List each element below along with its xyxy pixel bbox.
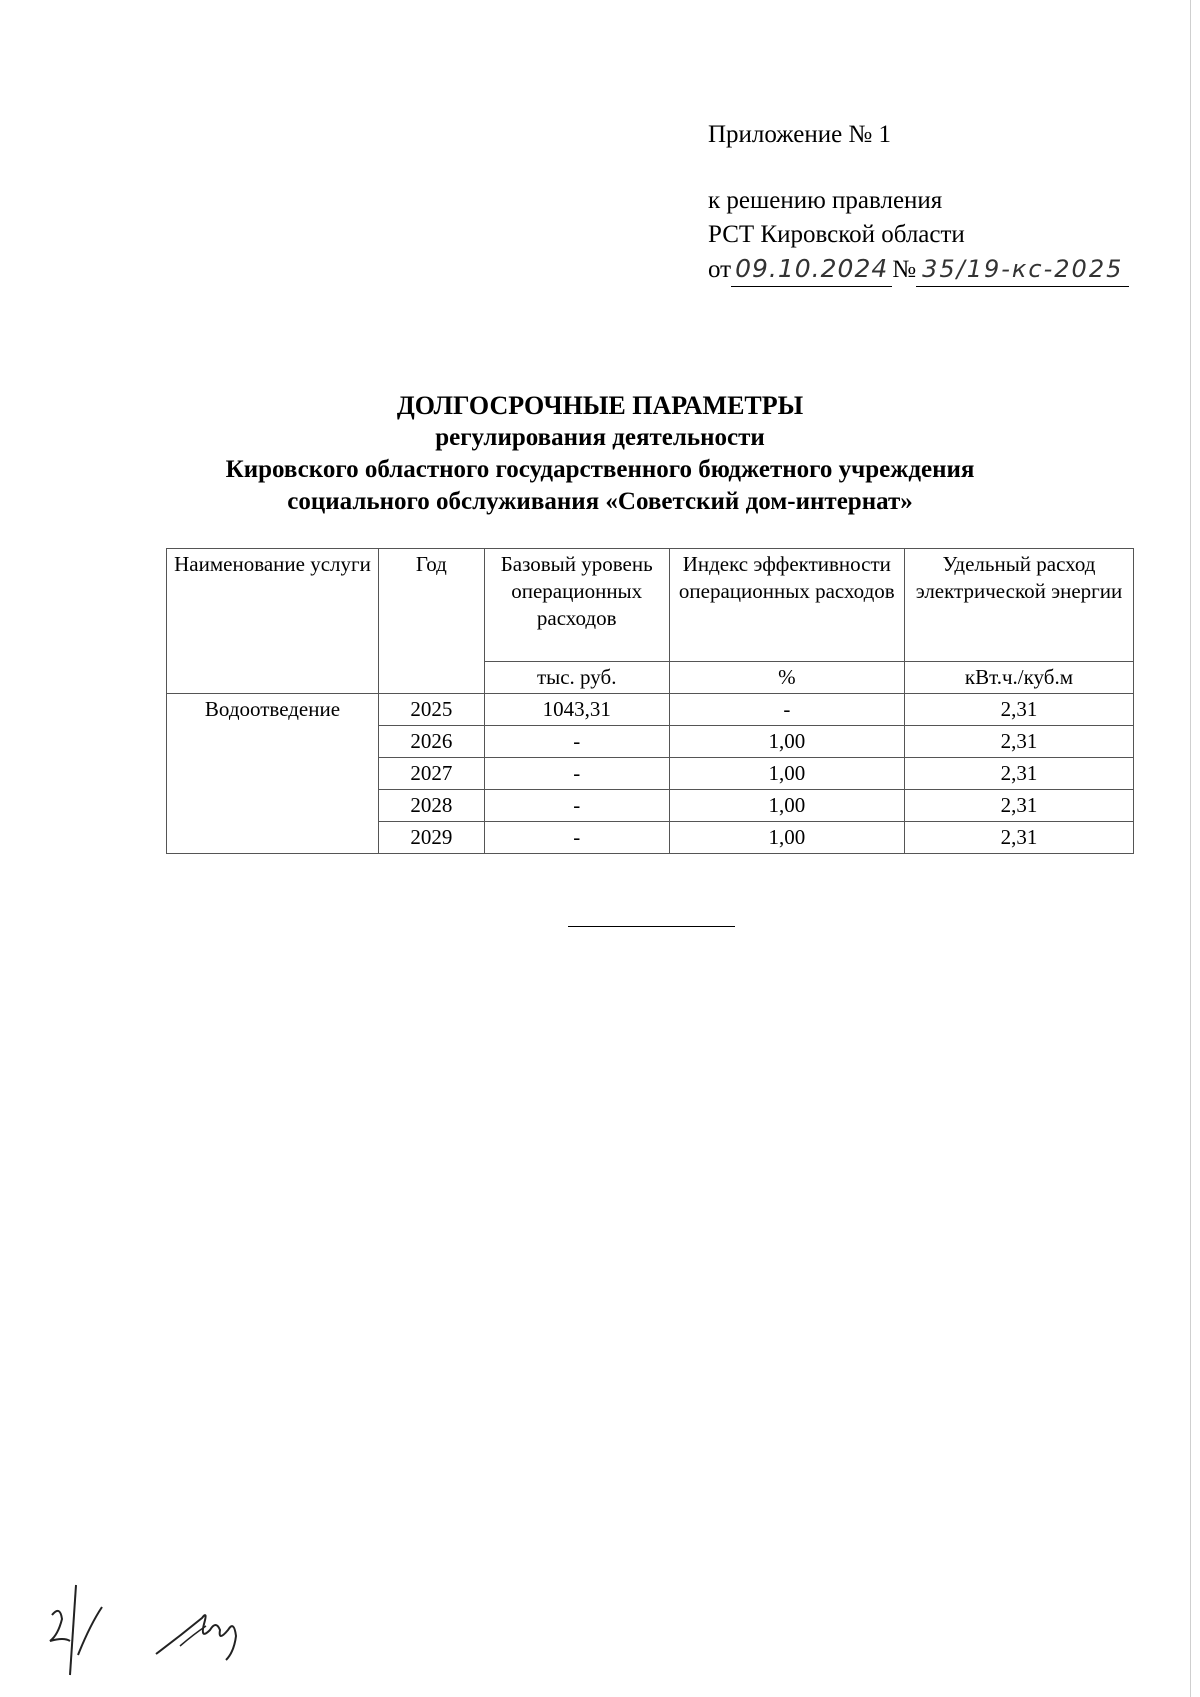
year-cell: 2029 xyxy=(378,822,484,854)
end-of-document-line xyxy=(568,926,735,927)
efficiency-index-cell: - xyxy=(669,694,904,726)
efficiency-index-cell: 1,00 xyxy=(669,822,904,854)
base-level-cell: - xyxy=(484,758,669,790)
energy-cell: 2,31 xyxy=(904,726,1133,758)
heading-line-4: социального обслуживания «Советский дом-интернат» xyxy=(287,488,913,515)
header-efficiency-index: Индекс эффективности операционных расходов xyxy=(669,549,904,662)
appendix-title: Приложение № 1 xyxy=(708,121,892,148)
unit-base-level: тыс. руб. xyxy=(484,662,669,694)
appendix-title-block xyxy=(708,118,891,152)
scan-edge-line xyxy=(1190,0,1191,1697)
initials-signature xyxy=(30,1545,150,1685)
base-level-cell: - xyxy=(484,790,669,822)
heading-line-2: регулирования деятельности xyxy=(435,424,765,451)
table-row xyxy=(167,694,1134,726)
year-cell: 2026 xyxy=(378,726,484,758)
header-year: Год xyxy=(378,549,484,694)
parameters-table xyxy=(166,548,1134,854)
appendix-line-authority: РСТ Кировской области xyxy=(708,221,965,248)
header-service: Наименование услуги xyxy=(167,549,379,694)
appendix-line-decision: к решению правления xyxy=(708,187,943,214)
handwritten-number: 35/19-кс-2025 xyxy=(916,252,1129,287)
table-header-row xyxy=(167,549,1134,662)
energy-cell: 2,31 xyxy=(904,694,1133,726)
heading-main: ДОЛГОСРОЧНЫЕ ПАРАМЕТРЫ xyxy=(396,391,804,420)
from-label: от xyxy=(708,256,732,283)
handwritten-signature xyxy=(150,1590,260,1670)
year-cell: 2028 xyxy=(378,790,484,822)
efficiency-index-cell: 1,00 xyxy=(669,790,904,822)
efficiency-index-cell: 1,00 xyxy=(669,726,904,758)
base-level-cell: 1043,31 xyxy=(484,694,669,726)
base-level-cell: - xyxy=(484,822,669,854)
unit-energy-consumption: кВт.ч./куб.м xyxy=(904,662,1133,694)
year-cell: 2025 xyxy=(378,694,484,726)
appendix-line-date-number xyxy=(708,252,1129,287)
header-energy-consumption: Удельный расход электрической энергии xyxy=(904,549,1133,662)
header-base-level: Базовый уровень операционных расходов xyxy=(484,549,669,662)
year-cell: 2027 xyxy=(378,758,484,790)
energy-cell: 2,31 xyxy=(904,790,1133,822)
unit-efficiency-index: % xyxy=(669,662,904,694)
handwritten-date: 09.10.2024 xyxy=(731,252,892,287)
base-level-cell: - xyxy=(484,726,669,758)
efficiency-index-cell: 1,00 xyxy=(669,758,904,790)
document-heading xyxy=(0,390,1200,518)
number-label: № xyxy=(892,256,917,283)
heading-line-3: Кировского областного государственного бюджетного учреждения xyxy=(225,456,975,483)
energy-cell: 2,31 xyxy=(904,758,1133,790)
service-name-cell: Водоотведение xyxy=(167,694,379,854)
appendix-reference-block xyxy=(708,184,1129,287)
energy-cell: 2,31 xyxy=(904,822,1133,854)
